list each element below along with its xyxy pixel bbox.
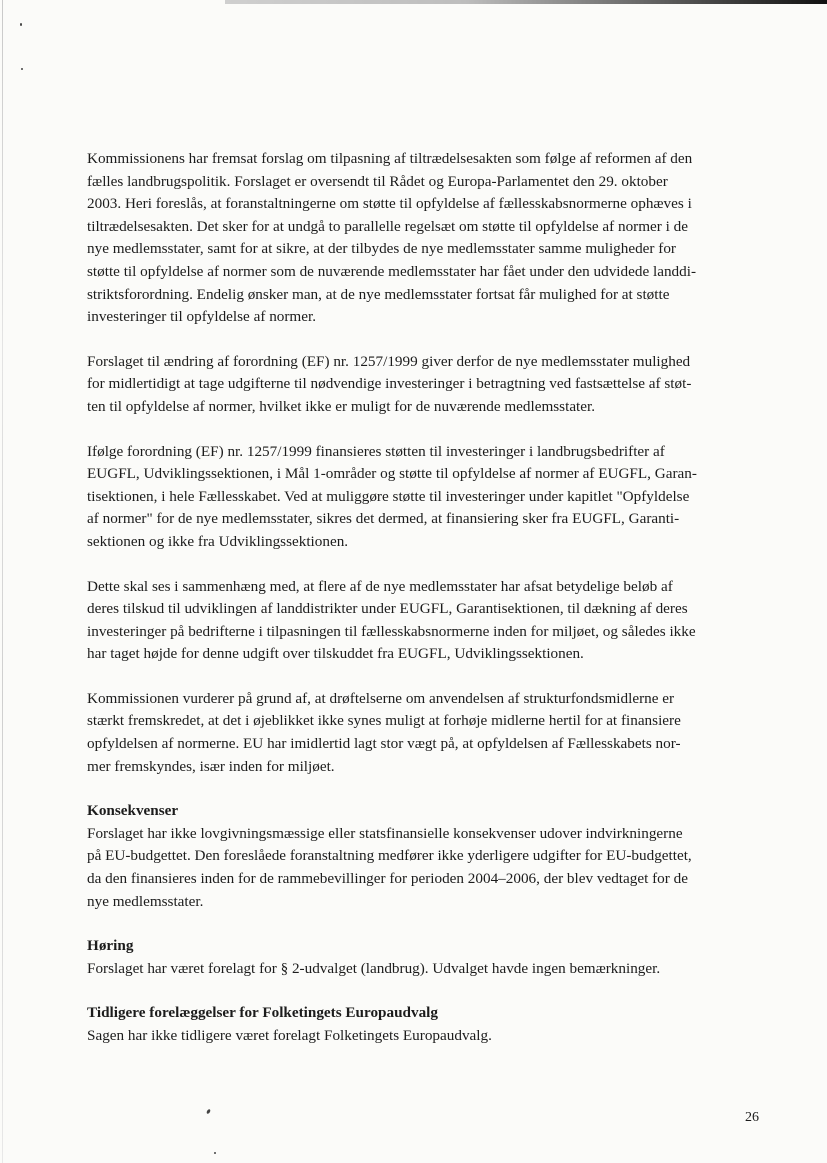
text-line: Kommissionens har fremsat forslag om tilpasning af tiltrædelsesakten som følge af reformen af den [87,150,693,167]
section-previous-submissions [87,1002,759,1047]
text-line: Sagen har ikke tidligere været forelagt Folketingets Europaudvalg. [87,1027,492,1044]
paragraph [87,148,759,329]
text-line: Forslaget har været forelagt for § 2-udvalget (landbrug). Udvalget havde ingen bemærkninger. [87,959,661,977]
text-line: fælles landbrugspolitik. Forslaget er oversendt til Rådet og Europa-Parlamentet den 29. oktober [87,172,668,190]
text-line: Forslaget til ændring af forordning (EF) nr. 1257/1999 giver derfor de nye medlemsstater mulighed [87,352,691,370]
text-line: mer fremskyndes, især inden for miljøet. [87,757,335,775]
text-line: støtte til opfyldelse af normer som de nuværende medlemsstater har fået under den udvidede landdi- [87,262,696,280]
text-line: Forslaget har ikke lovgivningsmæssige eller statsfinansielle konsekvenser udover indvirkningerne [87,824,683,842]
text-line: på EU-budgettet. Den foreslåede foranstaltning medfører ikke yderligere udgifter for EU-budgettet, [87,847,692,865]
text-line: investeringer på bedrifterne i tilpasningen til fællesskabsnormerne inden for miljøet, og således ikke [87,622,696,640]
paragraph [87,351,759,419]
text-line: 2003. Heri foreslås, at foranstaltningerne om støtte til opfyldelse af fællesskabsnormerne ophæves i [87,195,692,213]
document-body [87,148,759,1070]
section-hearing [87,935,759,980]
text-line: har taget højde for denne udgift over tilskuddet fra EUGFL, Udviklingssektionen. [87,645,584,663]
scan-left-edge [2,0,3,1163]
scan-speck [206,1109,211,1115]
section-heading: Tidligere forelæggelser for Folketingets Europaudvalg [87,1004,438,1022]
text-line: opfyldelsen af normerne. EU har imidlertid lagt stor vægt på, at opfyldelsen af Fællesskabets nor- [87,735,681,753]
text-line: tisektionen, i hele Fællesskabet. Ved at muliggøre støtte til investeringer under kapitlet "Opfyldelse [87,487,690,505]
scan-speck [20,23,22,26]
paragraph [87,688,759,778]
section-consequences [87,800,759,913]
text-line: deres tilskud til udviklingen af landdistrikter under EUGFL, Garantisektionen, til dækning af deres [87,600,688,618]
text-line: EUGFL, Udviklingssektionen, i Mål 1-områder og støtte til opfyldelse af normer af EUGFL, Garan- [87,465,697,483]
text-line: Dette skal ses i sammenhæng med, at flere af de nye medlemsstater har afsat betydelige beløb af [87,577,673,595]
text-line: nye medlemsstater. [87,892,204,910]
paragraph [87,576,759,666]
scan-top-rule [225,0,827,4]
page-number: 26 [745,1110,759,1125]
text-line: stærkt fremskredet, at det i øjeblikket ikke synes muligt at forhøje midlerne hertil for at finansiere [87,712,681,730]
text-line: striktsforordning. Endelig ønsker man, at de nye medlemsstater fortsat får mulighed for at støtte [87,285,670,303]
text-line: investeringer til opfyldelse af normer. [87,308,317,326]
section-heading: Konsekvenser [87,802,179,820]
text-line: af normer" for de nye medlemsstater, sikres det dermed, at finansiering sker fra EUGFL, Garanti- [87,510,680,528]
text-line: nye medlemsstater, samt for at sikre, at der tilbydes de nye medlemsstater samme muligheder for [87,240,676,258]
text-line: tiltrædelsesakten. Det sker for at undgå to parallelle regelsæt om støtte til opfyldelse af normer i de [87,217,688,235]
scan-speck [214,1152,216,1154]
text-line: sektionen og ikke fra Udviklingssektionen. [87,532,349,550]
paragraph [87,441,759,554]
scan-speck [21,68,23,70]
text-line: Kommissionen vurderer på grund af, at drøftelserne om anvendelsen af strukturfondsmidlerne er [87,689,675,707]
text-line: Ifølge forordning (EF) nr. 1257/1999 finansieres støtten til investeringer i landbrugsbedrifter af [87,442,665,460]
text-line: ten til opfyldelse af normer, hvilket ikke er muligt for de nuværende medlemsstater. [87,397,596,415]
text-line: for midlertidigt at tage udgifterne til nødvendige investeringer i betragtning ved fastsættelse af støt- [87,375,692,393]
text-line: da den finansieres inden for de rammebevillinger for perioden 2004–2006, der blev vedtaget for de [87,870,688,888]
section-heading: Høring [87,937,134,955]
